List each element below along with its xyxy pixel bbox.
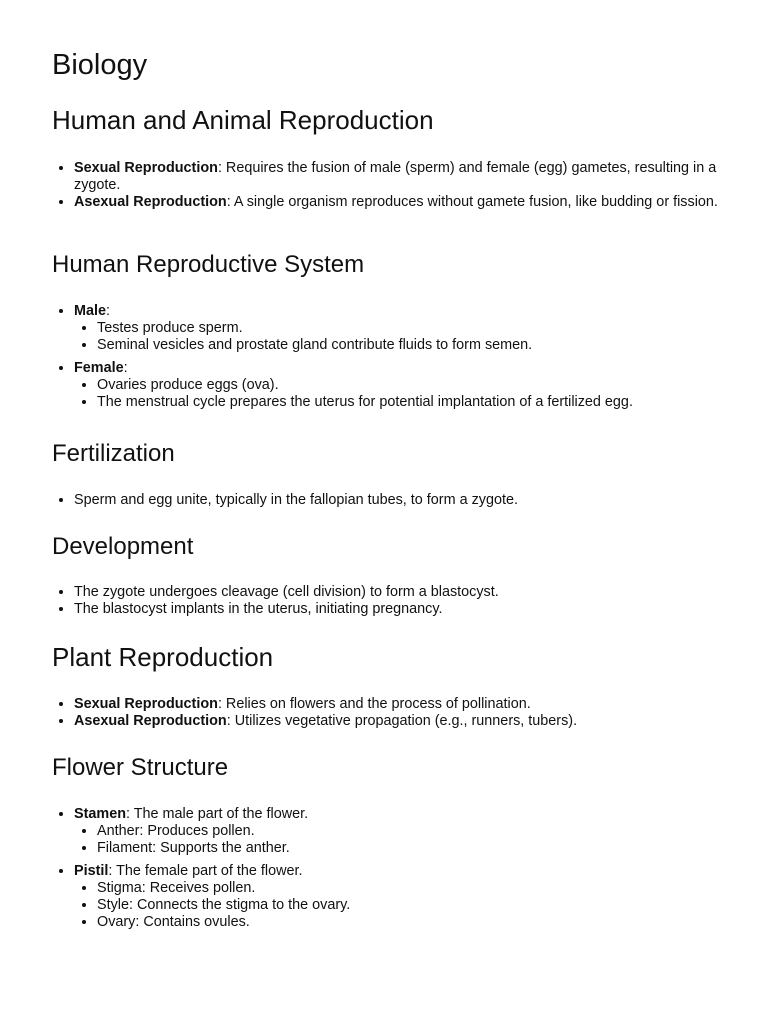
- list-item: [74, 696, 734, 713]
- sub-list-item: • Style: Connects the stigma to the ovary.: [97, 897, 734, 914]
- list-item: [74, 160, 734, 194]
- sub-list-item: • Anther: Produces pollen.: [97, 823, 734, 840]
- list-item: [74, 303, 734, 354]
- sub-list-item: • Ovaries produce eggs (ova).: [97, 377, 734, 394]
- development-list: [52, 584, 734, 618]
- list-item: [74, 806, 734, 857]
- list-item: [74, 360, 734, 411]
- definition: : A single organism reproduces without gamete fusion, like budding or fission.: [226, 194, 718, 210]
- definition: :: [123, 360, 128, 376]
- list-item: • Sperm and egg unite, typically in the fallopian tubes, to form a zygote.: [74, 492, 734, 509]
- list-item: [74, 194, 734, 211]
- list-item: [74, 863, 734, 931]
- reproductive-system-list: [52, 303, 734, 411]
- sub-list: [74, 377, 734, 411]
- flower-structure-list: [52, 806, 734, 931]
- fertilization-list: [52, 492, 734, 509]
- section-heading-development: Development: [52, 533, 194, 560]
- sub-list-item: • Seminal vesicles and prostate gland contribute fluids to form semen.: [97, 337, 734, 354]
- definition: : The male part of the flower.: [125, 806, 309, 822]
- human-animal-reproduction-list: [52, 160, 734, 211]
- plant-reproduction-list: [52, 696, 734, 730]
- term: Pistil: [74, 863, 109, 879]
- sub-list: [74, 880, 734, 931]
- term: Asexual Reproduction: [74, 194, 227, 210]
- definition: : Requires the fusion of male (sperm) and female (egg) gametes, resulting in a zygote.: [74, 160, 717, 193]
- sub-list-item: • The menstrual cycle prepares the uterus for potential implantation of a fertilized egg.: [97, 394, 734, 411]
- sub-list-item: • Ovary: Contains ovules.: [97, 914, 734, 931]
- sub-list: [74, 320, 734, 354]
- list-item: [74, 713, 734, 730]
- term: Sexual Reproduction: [74, 160, 218, 176]
- section-heading-flower-structure: Flower Structure: [52, 754, 229, 781]
- term: Stamen: [74, 806, 126, 822]
- sub-list-item: • Filament: Supports the anther.: [97, 840, 734, 857]
- term: Male: [74, 303, 106, 319]
- term: Sexual Reproduction: [74, 696, 218, 712]
- section-heading-fertilization: Fertilization: [52, 440, 175, 467]
- sub-list-item: • Testes produce sperm.: [97, 320, 734, 337]
- section-heading-plant-reproduction: Plant Reproduction: [52, 642, 274, 672]
- sub-list-item: • Stigma: Receives pollen.: [97, 880, 734, 897]
- definition: : Relies on flowers and the process of pollination.: [217, 696, 531, 712]
- section-heading-human-animal-reproduction: Human and Animal Reproduction: [52, 105, 434, 135]
- definition: :: [106, 303, 110, 319]
- list-item: • The blastocyst implants in the uterus, initiating pregnancy.: [74, 601, 734, 618]
- term: Female: [74, 360, 124, 376]
- list-item: • The zygote undergoes cleavage (cell division) to form a blastocyst.: [74, 584, 734, 601]
- definition: : Utilizes vegetative propagation (e.g., runners, tubers).: [226, 713, 578, 729]
- page-title: Biology: [52, 49, 148, 81]
- definition: : The female part of the flower.: [108, 863, 303, 879]
- section-heading-human-reproductive-system: Human Reproductive System: [52, 251, 365, 278]
- term: Asexual Reproduction: [74, 713, 227, 729]
- sub-list: [74, 823, 734, 857]
